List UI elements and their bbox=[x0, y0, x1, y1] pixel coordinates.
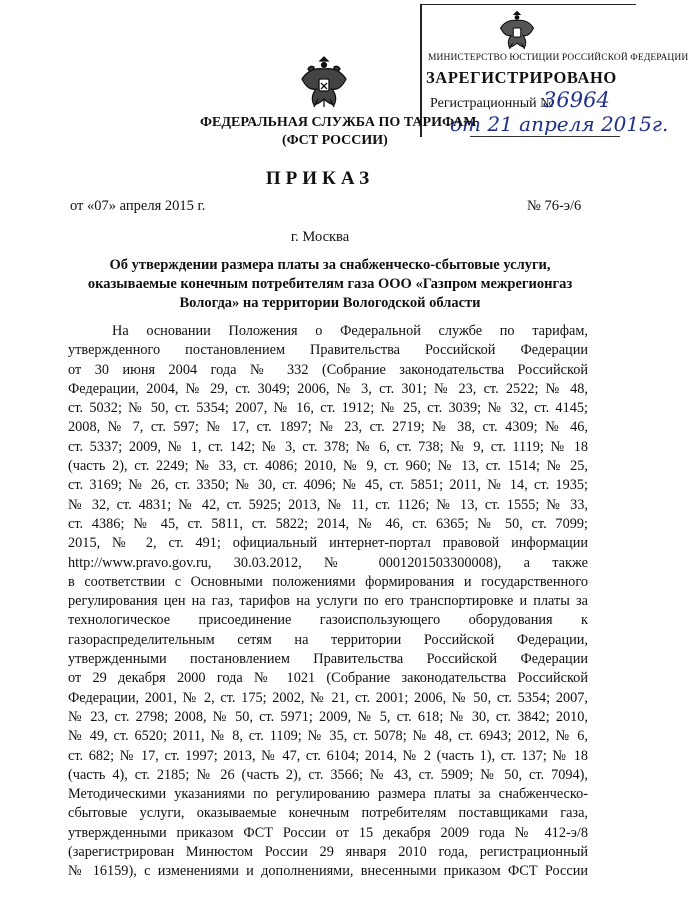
stamp-underline bbox=[470, 136, 620, 137]
body-line: утвержденными приказом ФСТ России от 15 декабря 2009 года № 412-э/8 bbox=[68, 824, 588, 841]
order-city: г. Москва bbox=[290, 229, 350, 245]
agency-name: ФЕДЕРАЛЬНАЯ СЛУЖБА ПО ТАРИФАМ bbox=[200, 115, 477, 130]
order-body-text bbox=[68, 322, 588, 882]
body-line: утвержденного постановлением Правительства Российской Федерации bbox=[68, 342, 588, 359]
document-title: ПРИКАЗ bbox=[265, 168, 375, 189]
body-line: (зарегистрирован Минюстом России 29 января 2010 года, регистрационный bbox=[68, 844, 588, 861]
body-line: ст. 5337; 2009, № 1, ст. 142; № 3, ст. 378; № 6, ст. 738; № 9, ст. 1119; № 18 bbox=[68, 438, 588, 455]
body-line: газораспределительным сетям на территории Российской Федерации, bbox=[68, 631, 588, 648]
heading-line: оказываемые конечным потребителям газа ООО «Газпром межрегионгаз bbox=[87, 276, 573, 292]
coat-of-arms-icon bbox=[300, 55, 348, 111]
body-line: № 32, ст. 4831; № 42, ст. 5925; 2013, № 11, ст. 1126; № 13, ст. 1555; № 33, bbox=[68, 496, 588, 513]
stamp-registration-label: Регистрационный № bbox=[430, 96, 554, 111]
body-line: регулирования цен на газ, тарифов на услуги по его транспортировке и платы за bbox=[68, 593, 588, 610]
body-line: 2008, № 7, ст. 597; № 17, ст. 1897; № 23, ст. 2719; № 38, ст. 4309; № 46, bbox=[68, 419, 588, 436]
body-line: Федерации, 2004, № 29, ст. 3049; 2006, № 3, ст. 301; № 23, ст. 2522; № 48, bbox=[68, 380, 588, 397]
body-line: ст. 5032; № 50, ст. 5354; 2007, № 16, ст. 1912; № 25, ст. 3039; № 32, ст. 4145; bbox=[68, 400, 588, 417]
stamp-ministry: МИНИСТЕРСТВО ЮСТИЦИИ РОССИЙСКОЙ ФЕДЕРАЦИИ bbox=[428, 53, 688, 63]
body-line: технологическое присоединение газоиспользующего оборудования к bbox=[68, 612, 588, 629]
body-line: Методическими указаниями по регулированию размера платы за снабженческо- bbox=[68, 786, 588, 803]
stamp-registration-date: от 21 апреля 2015г. bbox=[450, 112, 669, 136]
body-line: http://www.pravo.gov.ru, 30.03.2012, № 0001201503300008), а также bbox=[68, 554, 588, 571]
stamp-registration-number: 36964 bbox=[543, 88, 610, 112]
body-line: Федерации, 2001, № 2, ст. 175; 2002, № 21, ст. 2001; 2006, № 50, ст. 5354; 2007, bbox=[68, 689, 588, 706]
body-line: в соответствии с Основными положениями формирования и государственного bbox=[68, 573, 588, 590]
body-line: от 29 декабря 2000 года № 1021 (Собрание законодательства Российской bbox=[68, 670, 588, 687]
body-line: утвержденными постановлением Правительства Российской Федерации bbox=[68, 651, 588, 668]
body-line: ст. 3169; № 26, ст. 3350; № 30, ст. 4096; № 45, ст. 5851; 2011, № 14, ст. 1935; bbox=[68, 477, 588, 494]
body-line: 2015, № 2, ст. 491; официальный интернет-портал правовой информации bbox=[68, 535, 588, 552]
body-line: ст. 682; № 17, ст. 1997; 2013, № 47, ст. 6104; 2014, № 2 (часть 1), ст. 137; № 18 bbox=[68, 747, 588, 764]
body-line: № 16159), с изменениями и дополнениями, внесенными приказом ФСТ России bbox=[68, 863, 588, 880]
body-line: № 49, ст. 6520; 2011, № 8, ст. 1109; № 35, ст. 5078; № 48, ст. 6943; 2012, № 6, bbox=[68, 728, 588, 745]
stamp-registered: ЗАРЕГИСТРИРОВАНО bbox=[426, 68, 617, 87]
body-line: № 23, ст. 2798; 2008, № 50, ст. 5971; 2009, № 5, ст. 618; № 30, ст. 3842; 2010, bbox=[68, 708, 588, 725]
stamp-coat-of-arms-icon bbox=[499, 10, 535, 52]
body-line: сбытовые услуги, оказываемые конечным потребителям поставщиками газа, bbox=[68, 805, 588, 822]
order-number: № 76-э/6 bbox=[527, 198, 582, 214]
order-heading bbox=[70, 256, 590, 313]
body-line: На основании Положения о Федеральной службе по тарифам, bbox=[112, 323, 588, 339]
order-date: от «07» апреля 2015 г. bbox=[70, 198, 206, 214]
heading-line: Вологда» на территории Вологодской области bbox=[179, 295, 481, 311]
body-line: (часть 2), ст. 2249; № 33, ст. 4086; 2010, № 9, ст. 960; № 13, ст. 1514; № 25, bbox=[68, 458, 588, 475]
body-line: (часть 4), ст. 2185; № 26 (часть 2), ст. 3566; № 43, ст. 5909; № 50, ст. 7094), bbox=[68, 766, 588, 783]
agency-short-name: (ФСТ РОССИИ) bbox=[282, 133, 388, 148]
body-line: ст. 4386; № 45, ст. 5811, ст. 5822; 2014, № 46, ст. 6365; № 50, ст. 7099; bbox=[68, 515, 588, 532]
body-line: от 30 июня 2004 года № 332 (Собрание законодательства Российской bbox=[68, 361, 588, 378]
heading-line: Об утверждении размера платы за снабженческо-сбытовые услуги, bbox=[109, 257, 551, 273]
